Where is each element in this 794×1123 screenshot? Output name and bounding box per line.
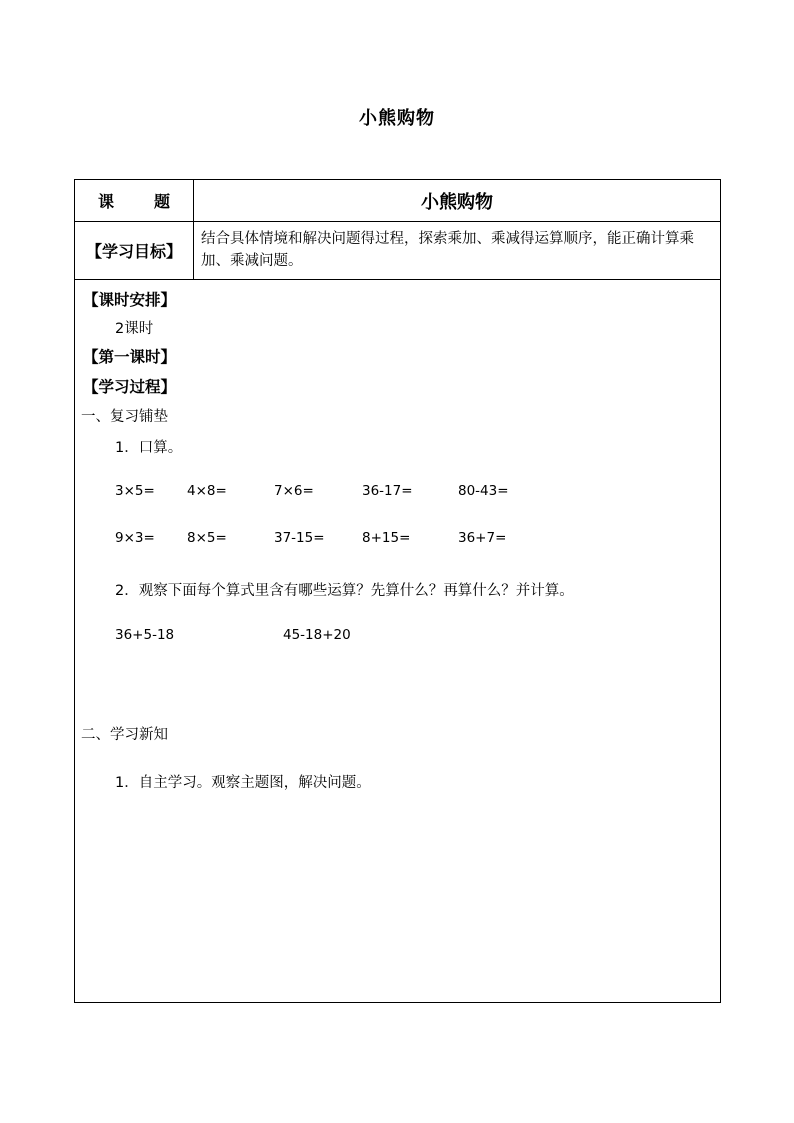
subject-label-cell: [75, 180, 210, 221]
goal-label: 【学习目标】: [75, 222, 194, 279]
goal-text: 结合具体情境和解决问题得过程，探索乘加、乘减得运算顺序，能正确计算乘加、乘减问题。: [201, 231, 694, 269]
subject-value: 小熊购物: [421, 191, 493, 213]
subject-label: 课题: [97, 192, 210, 211]
item3-title: 1．自主学习。观察主题图，解决问题。: [115, 775, 371, 791]
oral-calc: 9×3=: [115, 530, 155, 546]
lesson-heading: 【第一课时】: [83, 348, 177, 366]
page-title: 小熊购物: [359, 108, 435, 129]
oral-calc: 8+15=: [362, 530, 411, 546]
oral-calc: 36+7=: [458, 530, 507, 546]
expression: 45-18+20: [283, 627, 351, 643]
oral-calc: 80-43=: [458, 483, 509, 499]
expression: 36+5-18: [115, 627, 175, 643]
item1-title: 1．口算。: [115, 440, 183, 456]
oral-calc: 37-15=: [274, 530, 325, 546]
section1-title: 一、复习铺垫: [81, 409, 168, 425]
process-heading: 【学习过程】: [83, 378, 177, 396]
oral-calc: 7×6=: [274, 483, 314, 499]
oral-calc: 8×5=: [187, 530, 227, 546]
goal-row: [75, 222, 720, 280]
lesson-table: [74, 179, 721, 1003]
oral-calc: 36-17=: [362, 483, 413, 499]
schedule-heading: 【课时安排】: [83, 291, 177, 309]
oral-calc: 4×8=: [187, 483, 227, 499]
section2-title: 二、学习新知: [81, 727, 168, 743]
oral-calc: 3×5=: [115, 483, 155, 499]
schedule-text: 2课时: [115, 321, 154, 337]
subject-row: [75, 180, 720, 222]
item2-title: 2．观察下面每个算式里含有哪些运算？先算什么？再算什么？并计算。: [115, 583, 574, 599]
